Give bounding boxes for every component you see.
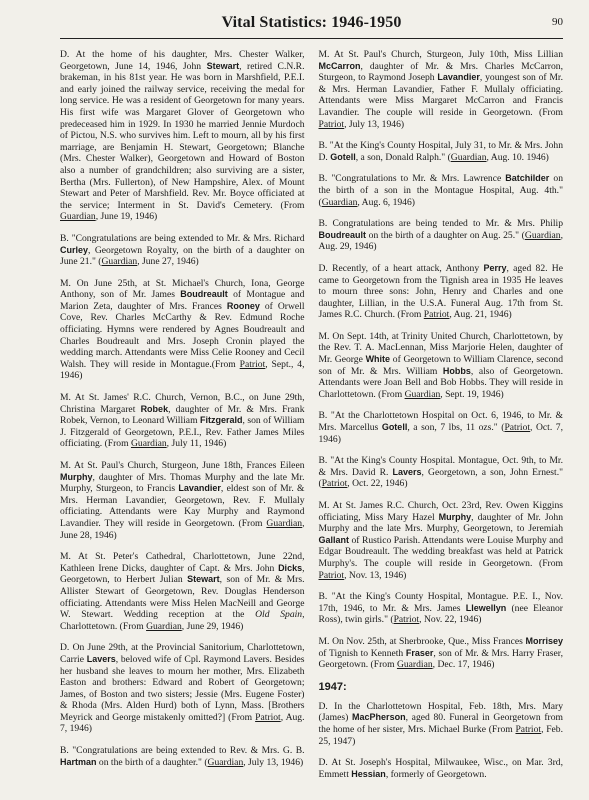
year-heading: 1947: <box>318 680 347 693</box>
record-entry: M. At St. Peter's Cathedral, Charlottetown, June 22nd, Kathleen Irene Dicks, daughter of Capt. & Mrs. John Dicks, Georgetown, to Herbert Julian Stewart, son of Mr. & Mrs. Allister Stewart of Georgetown, Rev. Douglas Henderson officiating. Attendants were Miss Helen MacNeill and George W. Stewart. Wedding reception at the Old Spain, Charlottetown. (From Guardian, June 29, 1946) <box>60 551 305 632</box>
record-entry: M. At St. James R.C. Church, Oct. 23rd, Rev. Owen Kiggins officiating, Miss Mary Hazel Murphy, daughter of Mr. John Murphy and the late Mrs. Murphy, Georgetown, to Jeremiah Gallant of Rustico Parish. Attendants were Louise Murphy and Edgar Boudreault. The wedding breakfast was held at Patrick Murphy's. The couple will reside in Georgetown. (From Patriot, Nov. 13, 1946) <box>318 500 563 581</box>
record-entry: M. At St. Paul's Church, Sturgeon, June 18th, Frances Eileen Murphy, daughter of Mrs. Thomas Murphy and the late Mr. Murphy, Sturgeon, to Francis Lavandier, eldest son of Mr. & Mrs. Herman Lavandier, Georgetown, Rev. F. Mullaly officiating. Attendants were Kay Murphy and Raymond Lavandier. They will reside in Georgetown. (From Guardian, June 28, 1946) <box>60 460 305 541</box>
page-title: Vital Statistics: 1946-1950 <box>221 14 402 31</box>
right-column-1946-entries <box>319 49 564 671</box>
record-entry: B. "Congratulations are being extended to Mr. & Mrs. Richard Curley, Georgetown Royalty, on the birth of a daughter on June 21." (Guardian, June 27, 1946) <box>60 232 305 268</box>
record-entry: B. "At the King's County Hospital, July 31, to Mr. & Mrs. John D. Gotell, a son, Donald Ralph." (Guardian, Aug. 10. 1946) <box>318 140 563 163</box>
record-entry: D. In the Charlottetown Hospital, Feb. 18th, Mrs. Mary (James) MacPherson, aged 80. Funeral in Georgetown from the home of her sister, Mrs. Michael Burke (From Patriot, Feb. 25, 1947) <box>318 700 563 747</box>
record-entry: B. "At the Charlottetown Hospital on Oct. 6, 1946, to Mr. & Mrs. Marcellus Gotell, a son, 7 lbs, 11 ozs." (Patriot, Oct. 7, 1946) <box>318 410 563 445</box>
left-column <box>60 49 305 790</box>
right-column <box>319 49 564 790</box>
page-header <box>60 12 563 39</box>
record-entry: D. Recently, of a heart attack, Anthony Perry, aged 82. He came to Georgetown from the Tignish area in 1935 He leaves to mourn three sons: John, Henry and Charles and one daughter, Lillian, in the U.S.A. Funeral Aug. 17th from St. James R.C. Church. (From Patriot, Aug. 21, 1946) <box>318 262 563 321</box>
record-entry: M. On Nov. 25th, at Sherbrooke, Que., Miss Frances Morrisey of Tignish to Kenneth Fraser, son of Mr. & Mrs. Harry Fraser, Georgetown. (From Guardian, Dec. 17, 1946) <box>318 635 563 671</box>
record-entry: M. On Sept. 14th, at Trinity United Church, Charlottetown, by the Rev. T. A. MacLennan, Miss Marjorie Helen, daughter of Mr. George White of Georgetown to William Clarence, second son of Mr. & Mrs. William Hobbs, also of Georgetown. Attendants were Joan Bell and Bob Hobbs. They will reside in Charlottetown. (From Guardian, Sept. 19, 1946) <box>318 330 563 400</box>
record-entry: D. At St. Joseph's Hospital, Milwaukee, Wisc., on Mar. 3rd, Emmett Hessian, formerly of Georgetown. <box>318 757 563 780</box>
record-entry: B. Congratulations are being tended to Mr. & Mrs. Philip Boudreault on the birth of a daughter on Aug. 25." (Guardian, Aug. 29, 1946) <box>318 218 563 253</box>
record-entry: D. On June 29th, at the Provincial Sanitorium, Charlottetown, Carrie Lavers, beloved wife of Cpl. Raymond Lavers. Besides her husband she leaves to mourn her mother, Mrs. Elizabeth Easton and brothers: Edward and Robert of Georgetown; James, of Boston and two sisters; Jessie (Mrs. Eugene Foster) & Rhoda (Mrs. Alden Hurd) both of Lynn, Mass. [Brothers Meyrick and George mistakenly omitted?] (From Patriot, Aug. 7, 1946) <box>60 642 305 735</box>
record-entry: B. "At the King's County Hospital. Montague, Oct. 9th, to Mr. & Mrs. David R. Lavers, Georgetown, a son, John Ernest." (Patriot, Oct. 22, 1946) <box>318 455 564 490</box>
record-entry: M. At St. Paul's Church, Sturgeon, July 10th, Miss Lillian McCarron, daughter of Mr. & Mrs. Charles McCarron, Sturgeon, to Raymond Joseph Lavandier, youngest son of Mr. & Mrs. Herman Lavandier, Father F. Mullaly officiating. Attendants were Miss Margaret McCarron and Francis Lavandier. The couple will reside in Georgetown. (From Patriot, July 13, 1946) <box>318 49 563 130</box>
record-entry: B. "Congratulations to Mr. & Mrs. Lawrence Batchilder on the birth of a son in the Montague Hospital, Aug. 4th."(Guardian, Aug. 6, 1946) <box>318 173 563 208</box>
page-number: 90 <box>552 16 563 28</box>
record-entry: M. At St. James' R.C. Church, Vernon, B.C., on June 29th, Christina Margaret Robek, daughter of Mr. & Mrs. Frank Robek, Vernon, to Leonard William Fitzgerald, son of William J. Fitzgerald of Georgetown, P.E.I., Rev. Father James Miles officiating. (From Guardian, July 11, 1946) <box>60 392 305 450</box>
record-entry: B. "At the King's County Hospital, Montague. P.E. I., Nov. 17th, 1946, to Mr. & Mrs. James Llewellyn (nee Eleanor Ross), twin girls." (Patriot, Nov. 22, 1946) <box>318 591 563 626</box>
record-entry: D. At the home of his daughter, Mrs. Chester Walker, Georgetown, June 14, 1946, John Stewart, retired C.N.R. brakeman, in his 81st year. He was born in Marshfield, P.E.I. and early joined the railway service, receiving the medal for long service. He was a resident of Georgetown for many years. His first wife was Margaret Glover of Georgetown who predeceased him in 1929. In 1930 he married Jennie Murdoch of Pictou, N.S. who survives him. Left to mourn, all by his first marriage, are Benjamin H. Stewart, Georgetown; Blanche (Mrs. Chester Walker), Georgetown and Howard of Boston also a number of grandchildren; also surviving are a sister, Bertha (Mrs. Fullerton), of New Hampshire, Alex. of Mount Stewart and Peter of Marshfield. Rev. Mr. Boyce officiated at the service; Interment in St. David's Cemetery. (From Guardian, June 19, 1946) <box>60 49 305 223</box>
record-entry: M. On June 25th, at St. Michael's Church, Iona, George Anthony, son of Mr. James Boudreault of Montague and Marion Zeta, daughter of Mrs. Frances Rooney of Orwell Cove, Rev. Charles McCarthy & Rev. Edmund Roche officiating. Hymns were rendered by Agnes Boudreault and Charles Boudreault and Mrs. Joseph Cronin played the wedding march. Attendants were Miss Celie Rooney and Cecil Walsh. They will reside in Montague.(From Patriot, Sept., 4, 1946) <box>60 277 305 382</box>
right-column-1947-entries <box>319 701 564 781</box>
record-entry: B. "Congratulations are being extended to Rev. & Mrs. G. B. Hartman on the birth of a daughter." (Guardian, July 13, 1946) <box>60 745 305 768</box>
two-column-body <box>60 49 563 790</box>
